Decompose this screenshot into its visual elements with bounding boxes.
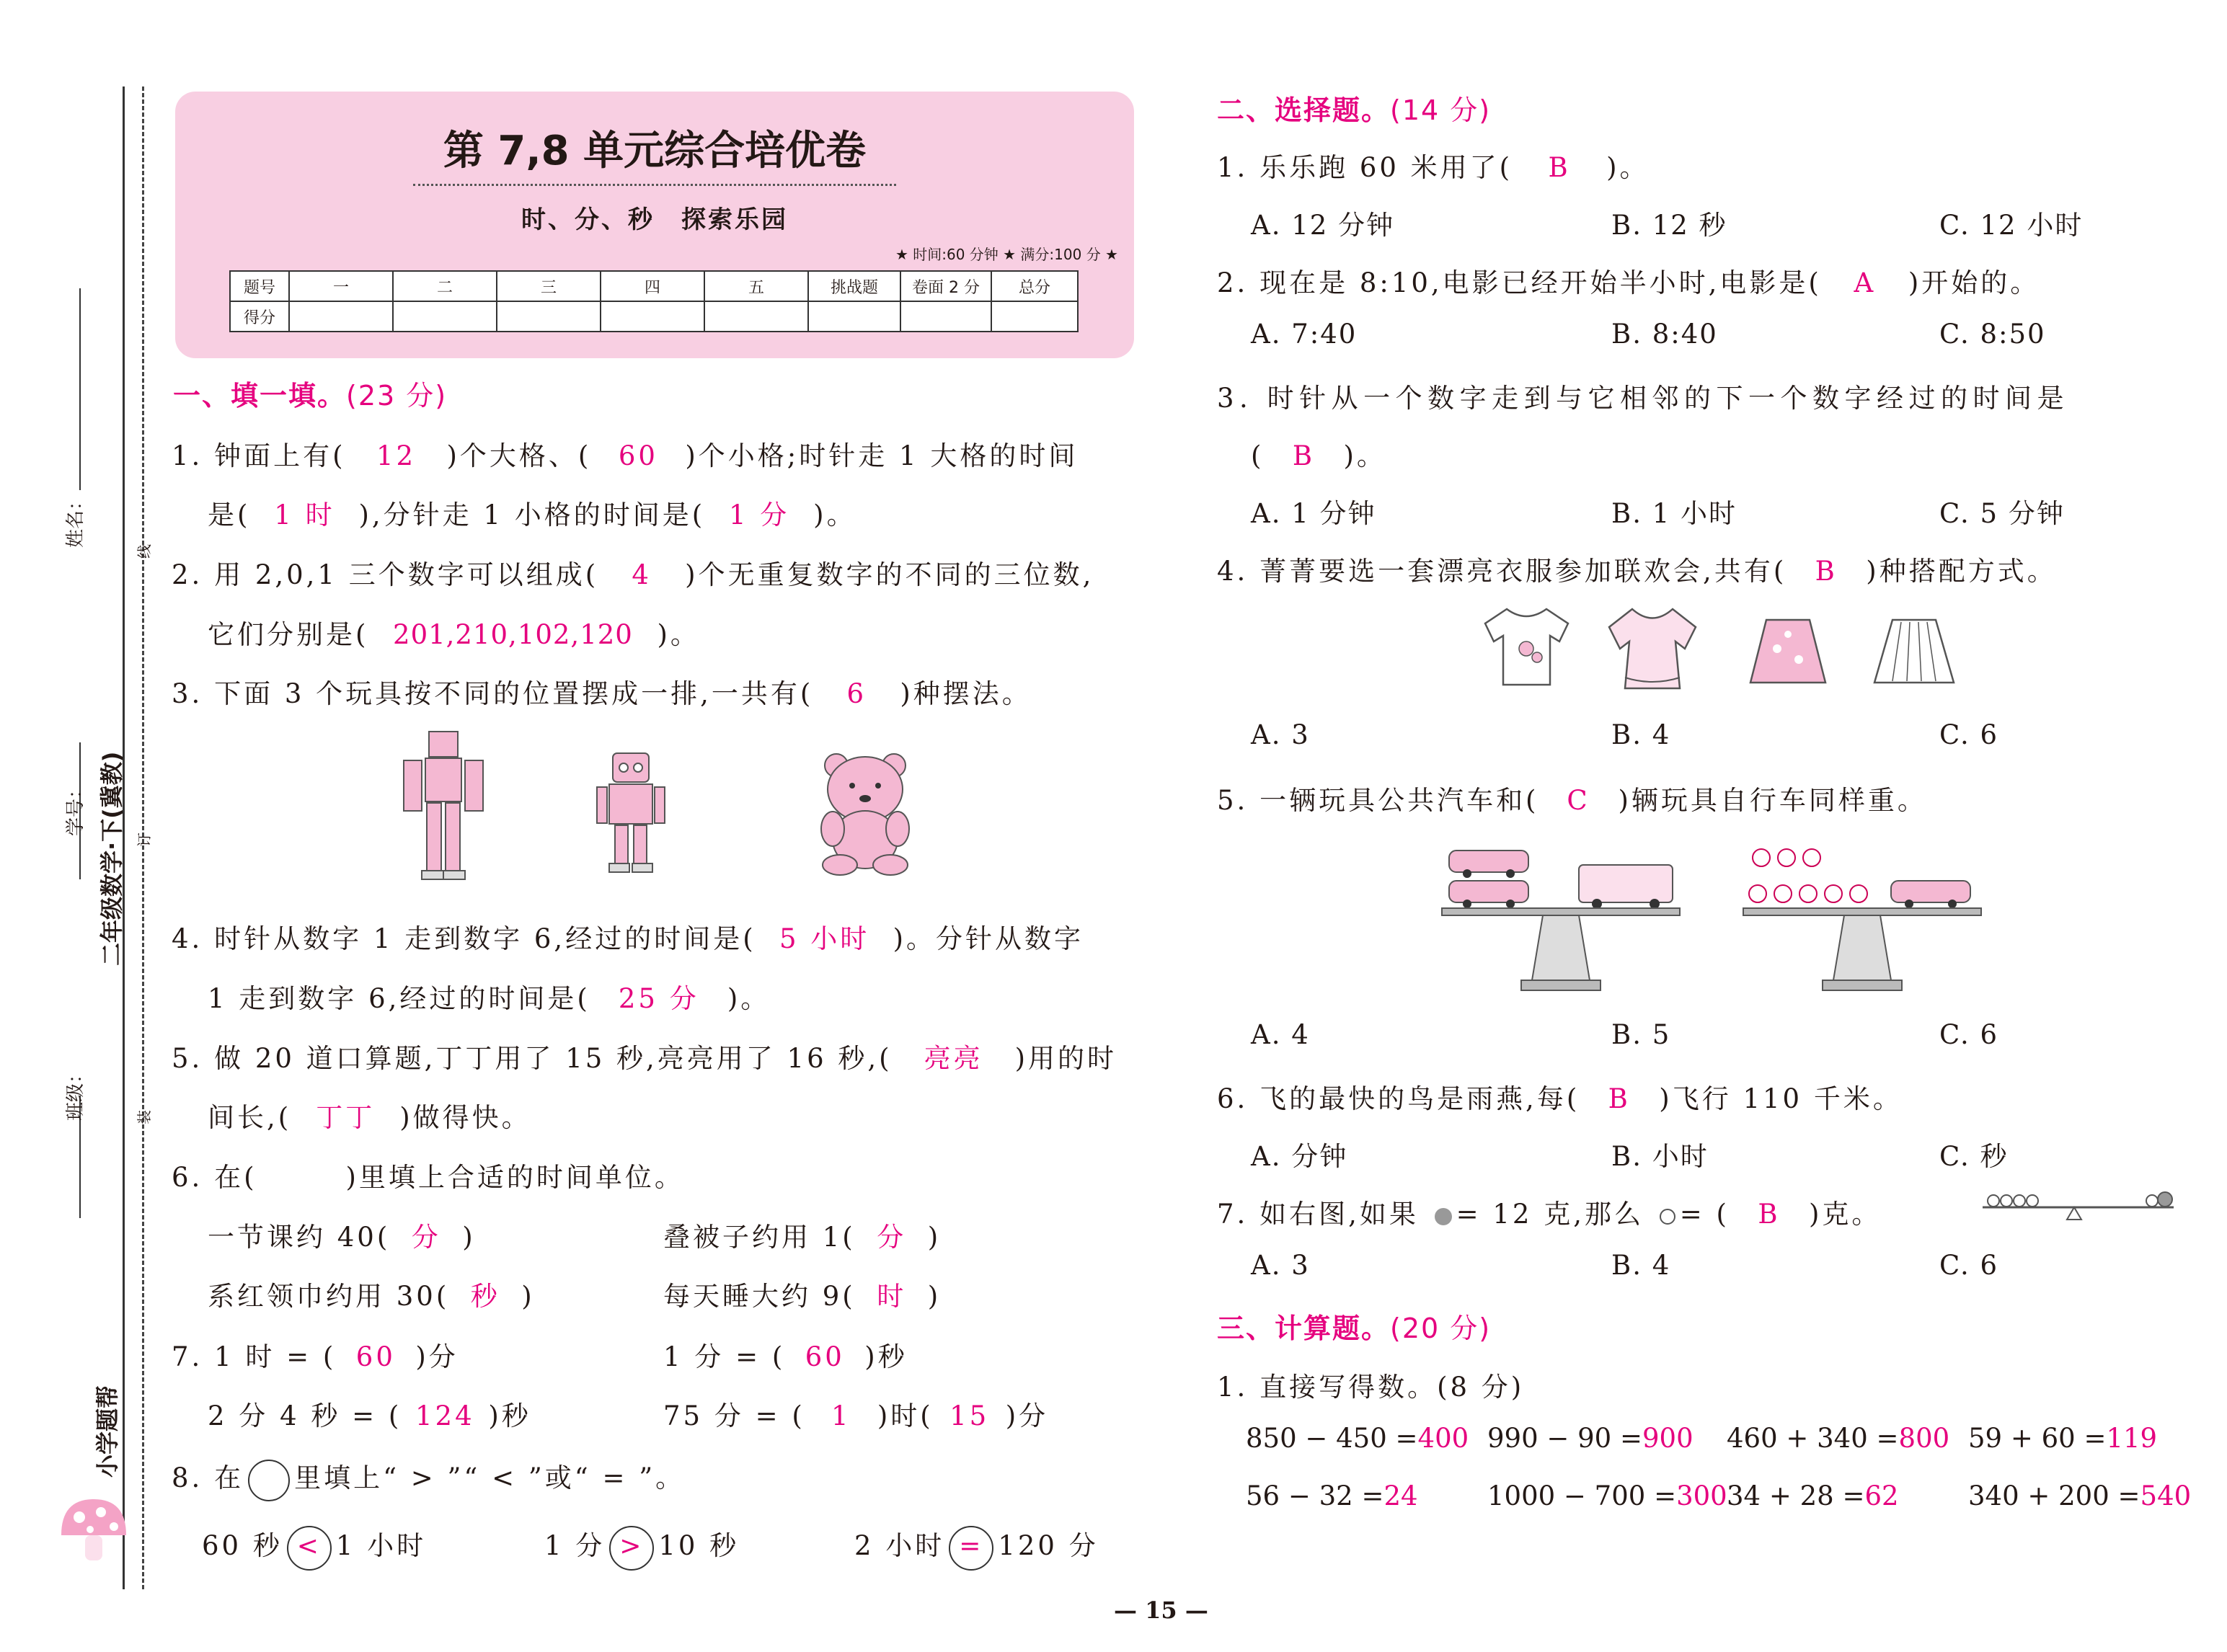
student-no-label: 学号： — [65, 779, 87, 836]
calc-answer: 900 — [1642, 1423, 1694, 1454]
q-text: )个无重复数字的不同的三位数, — [685, 559, 1094, 590]
s1-q6-item1 — [208, 1215, 476, 1254]
s2-q1-option-b: B. 12 秒 — [1611, 210, 1727, 241]
s2-q7-option-a: A. 3 — [1251, 1250, 1310, 1281]
q-text: 3. 下面 3 个玩具按不同的位置摆成一排,一共有( — [172, 678, 814, 709]
q-text: 一节课约 40( — [208, 1222, 391, 1253]
blank-circle-icon — [248, 1460, 290, 1501]
s2-q5 — [1217, 778, 1927, 817]
s1-q2-line2 — [208, 613, 700, 652]
section-3-title: 三、计算题。 — [1217, 1313, 1391, 1344]
white-ball-icon — [1660, 1209, 1675, 1225]
answer: 60 — [355, 1341, 396, 1372]
q-text: 1 分 — [544, 1530, 606, 1561]
q-text: )用的时 — [1014, 1043, 1117, 1074]
calc-item — [1968, 1423, 2157, 1454]
q-text: )秒 — [488, 1400, 531, 1431]
score-input-cell[interactable] — [991, 301, 1078, 332]
q-text: 4. 时针从数字 1 走到数字 6,经过的时间是( — [172, 923, 756, 954]
compare-circle: = — [949, 1526, 993, 1571]
q-text: )个小格;时针走 1 大格的时间 — [685, 440, 1079, 471]
q-text: )时( — [877, 1400, 934, 1431]
calc-item — [1487, 1480, 1727, 1511]
q-text: ) — [521, 1281, 535, 1312]
s2-q6 — [1217, 1077, 1903, 1116]
calc-expression: 990 − 90 = — [1487, 1423, 1642, 1454]
q-text: 2. 用 2,0,1 三个数字可以组成( — [172, 559, 599, 590]
q-text: 2. 现在是 8:10,电影已经开始半小时,电影是( — [1217, 267, 1822, 298]
s2-q2-option-b: B. 8:40 — [1611, 319, 1718, 350]
q-text: )做得快。 — [399, 1102, 531, 1133]
balance-bikes-car-icon — [1736, 836, 1988, 995]
shirt-icon — [1478, 605, 1575, 688]
q-text: )。 — [1606, 152, 1650, 183]
s1-q6-prompt: 6. 在( )里填上合适的时间单位。 — [172, 1162, 684, 1193]
q-text: 1 小时 — [335, 1530, 427, 1561]
s2-q4-option-a: A. 3 — [1251, 719, 1310, 750]
s2-q3-option-a: A. 1 分钟 — [1251, 498, 1376, 529]
header-box — [175, 92, 1134, 358]
calc-expression: 850 − 450 = — [1246, 1423, 1418, 1454]
exam-meta: ★ 时间:60 分钟 ★ 满分:100 分 ★ — [895, 246, 1118, 263]
zhuang-mark: 装 — [136, 1110, 153, 1124]
s1-q7-item3 — [208, 1394, 531, 1433]
q-text: )分 — [1005, 1400, 1049, 1431]
answer: 丁丁 — [316, 1102, 376, 1133]
xian-mark: 线 — [136, 544, 153, 559]
score-header-cell: 题号 — [230, 271, 289, 301]
s1-q1-line2 — [208, 493, 856, 532]
s2-q4-option-c: C. 6 — [1939, 719, 1999, 750]
score-input-cell[interactable] — [289, 301, 393, 332]
book-title: 二年级数学·下(冀教) — [98, 751, 125, 966]
section-2-title: 二、选择题。 — [1217, 94, 1391, 126]
q-text: )。 — [813, 499, 856, 530]
calc-expression: 59 + 60 = — [1968, 1423, 2107, 1454]
s2-q3-line1: 3. 时针从一个数字走到与它相邻的下一个数字经过的时间是 — [1217, 383, 2070, 414]
q-text: 8. 在 — [172, 1462, 244, 1493]
q-text: 1 分 = ( — [663, 1341, 786, 1372]
q-text: 它们分别是( — [208, 619, 369, 650]
page-subtitle: 时、分、秒 探索乐园 — [521, 205, 788, 234]
q-text: 4. 菁菁要选一套漂亮衣服参加联欢会,共有( — [1217, 556, 1787, 587]
calc-expression: 56 − 32 = — [1246, 1480, 1384, 1511]
s1-q4-line2 — [208, 977, 770, 1016]
calc-item — [1487, 1423, 1694, 1454]
s2-q1-option-a: A. 12 分钟 — [1251, 210, 1395, 241]
section-2-heading — [1217, 88, 1491, 128]
s1-q7-item4 — [663, 1394, 1048, 1433]
q-text: 5. 做 20 道口算题,丁丁用了 15 秒,亮亮用了 16 秒,( — [172, 1043, 893, 1074]
q-text: 7. 如右图,如果 — [1217, 1199, 1419, 1230]
pleated-skirt-icon — [1871, 616, 1957, 688]
calc-expression: 1000 − 700 = — [1487, 1480, 1677, 1511]
s1-q8-item2 — [544, 1524, 739, 1571]
calc-expression: 34 + 28 = — [1727, 1480, 1865, 1511]
q-text: )种搭配方式。 — [1866, 556, 2057, 587]
score-header-cell: 二 — [393, 271, 497, 301]
answer: B — [1608, 1083, 1631, 1114]
calc-item — [1246, 1423, 1469, 1454]
answer: 时 — [877, 1281, 907, 1312]
q-text: 是( — [208, 499, 251, 530]
q-text: )种摆法。 — [900, 678, 1032, 709]
s1-q7-item2 — [663, 1335, 908, 1374]
blouse-icon — [1602, 605, 1703, 692]
s2-q6-option-c: C. 秒 — [1939, 1141, 2009, 1172]
answer: A — [1854, 267, 1877, 298]
q-text: )克。 — [1808, 1199, 1882, 1230]
mushroom-icon — [50, 1485, 137, 1571]
q-text: )。分针从数字 — [893, 923, 1084, 954]
title-divider — [413, 184, 896, 186]
s1-q8-prompt — [172, 1456, 685, 1501]
answer: C — [1567, 785, 1590, 816]
calc-answer: 62 — [1864, 1480, 1899, 1511]
q-text: ) — [462, 1222, 476, 1253]
score-header-cell: 四 — [601, 271, 704, 301]
calc-expression: 460 + 340 = — [1727, 1423, 1899, 1454]
q-text: = ( — [1679, 1199, 1730, 1230]
calc-item — [1246, 1480, 1418, 1511]
q-text: 1. 钟面上有( — [172, 440, 346, 471]
q-text: = 12 克,那么 — [1456, 1199, 1644, 1230]
teddy-bear-icon — [815, 750, 916, 876]
q-text: ),分针走 1 小格的时间是( — [358, 499, 706, 530]
q-text: 叠被子约用 1( — [663, 1222, 856, 1253]
s1-q6-item2 — [663, 1215, 941, 1254]
q-text: 2 分 4 秒 = ( — [208, 1400, 402, 1431]
calc-answer: 540 — [2140, 1480, 2192, 1511]
score-input-cell[interactable] — [497, 301, 601, 332]
score-table-header-row — [230, 271, 1078, 301]
seesaw-icon — [1979, 1189, 2177, 1225]
answer: 4 — [632, 559, 652, 590]
s2-q3-line2 — [1251, 434, 1386, 473]
q-text: ) — [927, 1281, 942, 1312]
s2-q7-option-c: C. 6 — [1939, 1250, 1999, 1281]
q-text: )。 — [727, 983, 771, 1014]
q-text: )辆玩具自行车同样重。 — [1618, 785, 1927, 816]
answer: 1 — [831, 1400, 851, 1431]
score-header-cell: 一 — [289, 271, 393, 301]
score-header-cell: 挑战题 — [808, 271, 900, 301]
score-input-cell[interactable] — [393, 301, 497, 332]
answer: 5 小时 — [779, 923, 870, 954]
brand-label: 小学题帮 — [94, 1385, 121, 1478]
name-label: 姓名： — [65, 491, 87, 548]
calc-item — [1968, 1480, 2191, 1511]
s2-q2-option-c: C. 8:50 — [1939, 319, 2046, 350]
s1-q5-line1 — [172, 1036, 1117, 1075]
section-1-heading — [173, 373, 447, 413]
compare-circle: < — [287, 1526, 332, 1571]
answer: 60 — [618, 440, 658, 471]
q-text: )个大格、( — [446, 440, 592, 471]
answer: 15 — [949, 1400, 990, 1431]
q-text: )分 — [415, 1341, 459, 1372]
margin-rule-name — [79, 288, 81, 490]
s1-q5-line2 — [208, 1096, 531, 1134]
calc-answer: 400 — [1417, 1423, 1469, 1454]
transformer-robot-icon — [397, 728, 490, 883]
calc-expression: 340 + 200 = — [1968, 1480, 2140, 1511]
q-text: 6. 飞的最快的鸟是雨燕,每( — [1217, 1083, 1580, 1114]
answer: 分 — [877, 1222, 907, 1253]
q-text: ( — [1251, 440, 1265, 471]
gray-ball-icon — [1435, 1208, 1452, 1225]
q-text: )飞行 110 千米。 — [1659, 1083, 1903, 1114]
score-header-cell: 三 — [497, 271, 601, 301]
section-2-points: (14 分) — [1390, 94, 1492, 126]
s2-q2-option-a: A. 7:40 — [1251, 319, 1358, 350]
answer: 201,210,102,120 — [393, 619, 633, 650]
q-text: 2 小时 — [854, 1530, 945, 1561]
score-header-cell: 卷面 2 分 — [900, 271, 991, 301]
q-text: 60 秒 — [202, 1530, 283, 1561]
s2-q1 — [1217, 146, 1650, 185]
answer: 亮亮 — [924, 1043, 983, 1074]
page-title: 第 7,8 单元综合培优卷 — [443, 128, 867, 174]
q-text: 间长,( — [208, 1102, 292, 1133]
q-text: )秒 — [864, 1341, 908, 1372]
s2-q5-option-b: B. 5 — [1611, 1019, 1671, 1050]
q-text: 每天睡大约 9( — [663, 1281, 856, 1312]
s2-q6-option-a: A. 分钟 — [1251, 1141, 1348, 1172]
answer: 6 — [846, 678, 867, 709]
score-table — [229, 270, 1079, 332]
s1-q7-item1 — [172, 1335, 459, 1374]
section-1-points: (23 分) — [346, 380, 448, 412]
answer: 60 — [805, 1341, 845, 1372]
answer: 分 — [411, 1222, 441, 1253]
page-number: — 15 — — [1114, 1597, 1208, 1624]
q-text: 系红领巾约用 30( — [208, 1281, 450, 1312]
s2-q5-option-a: A. 4 — [1251, 1019, 1310, 1050]
s1-q2-line1 — [172, 553, 1094, 592]
section-3-points: (20 分) — [1390, 1313, 1492, 1344]
s2-q6-option-b: B. 小时 — [1611, 1141, 1709, 1172]
q-text: 5. 一辆玩具公共汽车和( — [1217, 785, 1539, 816]
s2-q7-option-b: B. 4 — [1611, 1250, 1671, 1281]
compare-circle: > — [609, 1526, 654, 1571]
answer: 25 分 — [618, 983, 699, 1014]
s2-q3-option-c: C. 5 分钟 — [1939, 498, 2065, 529]
s1-q4-line1 — [172, 917, 1084, 956]
q-text: 1 走到数字 6,经过的时间是( — [208, 983, 590, 1014]
s2-q5-option-c: C. 6 — [1939, 1019, 1999, 1050]
calc-item — [1727, 1423, 1949, 1454]
section-3-heading — [1217, 1306, 1491, 1346]
answer: 124 — [415, 1400, 475, 1431]
s1-q8-item3 — [854, 1524, 1099, 1571]
s1-q1-line1 — [172, 434, 1078, 473]
class-label: 班级： — [65, 1064, 87, 1121]
score-table-row — [230, 301, 1078, 332]
calc-item — [1727, 1480, 1899, 1511]
calc-answer: 300 — [1676, 1480, 1727, 1511]
answer: B — [1758, 1199, 1781, 1230]
section-1-title: 一、填一填。 — [173, 380, 347, 412]
answer: B — [1292, 440, 1316, 471]
s1-q8-item1 — [202, 1524, 426, 1571]
s1-q3 — [172, 672, 1032, 711]
q-text: )。 — [657, 619, 700, 650]
score-input-cell[interactable] — [900, 301, 991, 332]
ding-mark: 订 — [136, 832, 153, 847]
score-header-cell: 五 — [704, 271, 808, 301]
calc-answer: 24 — [1383, 1480, 1418, 1511]
calc-answer: 800 — [1898, 1423, 1950, 1454]
q-text: )。 — [1343, 440, 1386, 471]
score-header-cell: 总分 — [991, 271, 1078, 301]
q-text: )开始的。 — [1908, 267, 2040, 298]
q-text: 75 分 = ( — [663, 1400, 805, 1431]
balance-cars-bus-icon — [1435, 836, 1687, 995]
answer: 秒 — [470, 1281, 500, 1312]
q-text: 7. 1 时 = ( — [172, 1341, 337, 1372]
s2-q4 — [1217, 549, 2057, 588]
answer: B — [1548, 152, 1571, 183]
s3-q1-prompt: 1. 直接写得数。(8 分) — [1217, 1372, 1525, 1403]
q-text: ) — [927, 1222, 942, 1253]
answer: 12 — [376, 440, 417, 471]
patterned-skirt-icon — [1745, 616, 1831, 688]
score-input-cell[interactable] — [808, 301, 900, 332]
q-text: 120 分 — [998, 1530, 1099, 1561]
calc-answer: 119 — [2106, 1423, 2158, 1454]
s2-q3-option-b: B. 1 小时 — [1611, 498, 1737, 529]
q-text: 里填上“ > ”“ < ”或“ = ”。 — [294, 1462, 686, 1493]
s2-q4-option-b: B. 4 — [1611, 719, 1671, 750]
s2-q1-option-c: C. 12 小时 — [1939, 210, 2084, 241]
s2-q7 — [1217, 1192, 1881, 1231]
score-input-cell[interactable] — [601, 301, 704, 332]
answer: 1 时 — [274, 499, 335, 530]
s1-q6-item3 — [208, 1274, 535, 1313]
robot-icon — [595, 750, 667, 876]
answer: 1 分 — [728, 499, 790, 530]
s2-q2 — [1217, 261, 2040, 300]
answer: B — [1815, 556, 1838, 587]
q-text: 10 秒 — [658, 1530, 740, 1561]
s1-q6-item4 — [663, 1274, 941, 1313]
score-input-cell[interactable] — [704, 301, 808, 332]
score-row-label: 得分 — [230, 301, 289, 332]
q-text: 1. 乐乐跑 60 米用了( — [1217, 152, 1513, 183]
